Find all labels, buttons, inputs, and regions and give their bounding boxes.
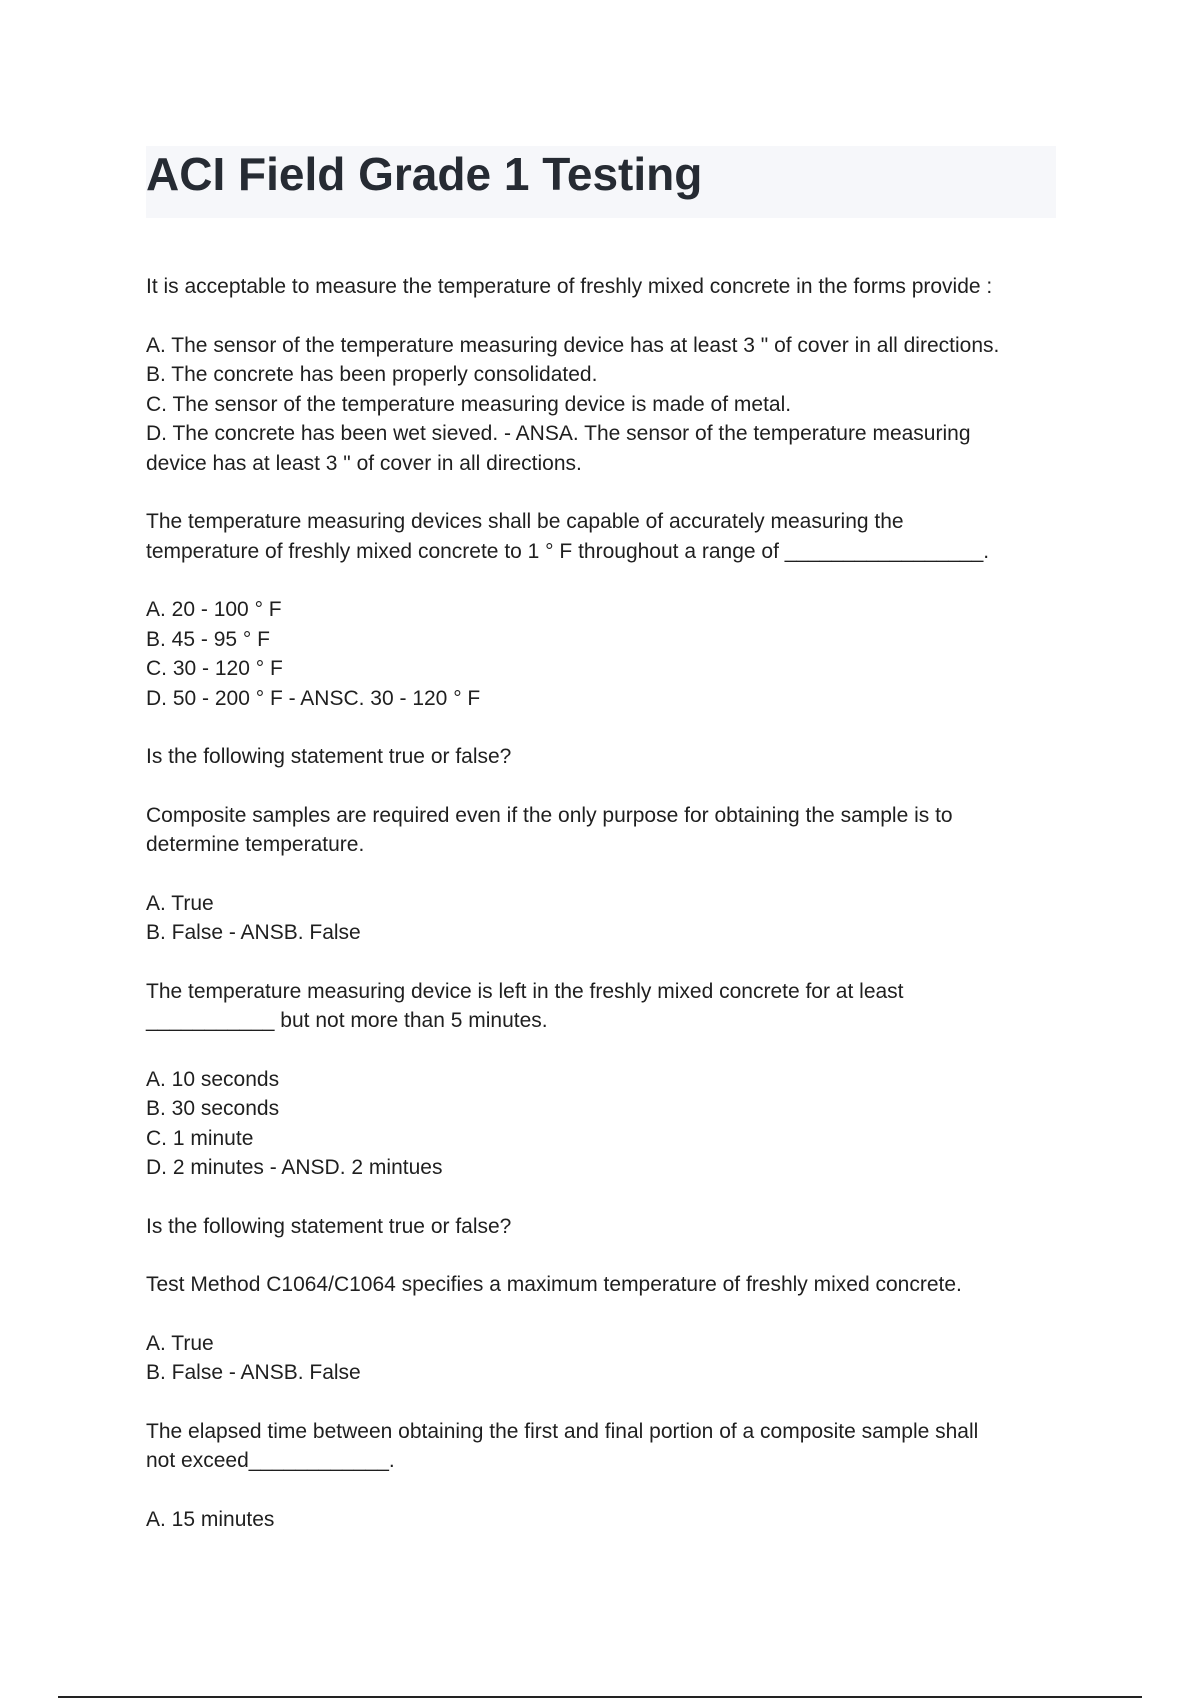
text-block — [146, 1329, 1066, 1388]
text-block — [146, 331, 1066, 479]
text-block — [146, 1065, 1066, 1183]
text-line: B. 30 seconds — [146, 1097, 280, 1120]
text-line: A. True — [146, 891, 214, 915]
text-line: not exceed____________. — [146, 1449, 395, 1472]
text-line: The temperature measuring devices shall be capable of accurately measuring the — [146, 510, 904, 533]
text-line: A. 10 seconds — [146, 1067, 280, 1091]
text-line: D. The concrete has been wet sieved. - ANSA. The sensor of the temperature measuring — [146, 422, 971, 445]
text-line: Is the following statement true or false? — [146, 745, 512, 768]
text-line: B. 45 - 95 ° F — [146, 627, 270, 651]
text-line: A. The sensor of the temperature measuring device has at least 3 " of cover in all directions. — [146, 333, 1000, 357]
text-line: A. 15 minutes — [146, 1507, 275, 1531]
text-block — [146, 977, 1066, 1036]
text-line: C. The sensor of the temperature measuring device is made of metal. — [146, 392, 792, 416]
text-block — [146, 1270, 1066, 1300]
text-block — [146, 507, 1066, 566]
text-line: The elapsed time between obtaining the first and final portion of a composite sample shall — [146, 1419, 979, 1443]
text-line: ___________ but not more than 5 minutes. — [146, 1009, 548, 1032]
text-line: D. 2 minutes - ANSD. 2 mintues — [146, 1156, 443, 1179]
text-line: B. False - ANSB. False — [146, 1361, 361, 1384]
text-line: A. True — [146, 1331, 214, 1355]
text-line: A. 20 - 100 ° F — [146, 598, 282, 621]
text-line: B. The concrete has been properly consolidated. — [146, 363, 598, 386]
text-line: determine temperature. — [146, 833, 365, 856]
text-line: It is acceptable to measure the temperature of freshly mixed concrete in the forms provide : — [146, 275, 993, 298]
text-line: B. False - ANSB. False — [146, 921, 361, 944]
text-block — [146, 595, 1066, 713]
text-line: D. 50 - 200 ° F - ANSC. 30 - 120 ° F — [146, 686, 481, 710]
text-line: Composite samples are required even if the only purpose for obtaining the sample is to — [146, 803, 953, 827]
text-block — [146, 889, 1066, 948]
text-line: Test Method C1064/C1064 specifies a maximum temperature of freshly mixed concrete. — [146, 1273, 962, 1296]
text-block — [146, 272, 1066, 302]
text-block — [146, 1212, 1066, 1242]
text-line: C. 30 - 120 ° F — [146, 657, 283, 680]
text-line: temperature of freshly mixed concrete to 1 ° F throughout a range of _________________. — [146, 539, 990, 563]
text-block — [146, 1417, 1066, 1476]
text-line: C. 1 minute — [146, 1126, 254, 1150]
text-block — [146, 1505, 1066, 1535]
text-block — [146, 801, 1066, 860]
document-body — [146, 272, 1066, 1563]
text-line: device has at least 3 " of cover in all directions. — [146, 451, 582, 475]
text-block — [146, 742, 1066, 772]
page-bottom-rule — [58, 1696, 1142, 1698]
text-line: Is the following statement true or false? — [146, 1214, 512, 1238]
page-title: ACI Field Grade 1 Testing — [146, 148, 703, 200]
text-line: The temperature measuring device is left in the freshly mixed concrete for at least — [146, 979, 904, 1003]
